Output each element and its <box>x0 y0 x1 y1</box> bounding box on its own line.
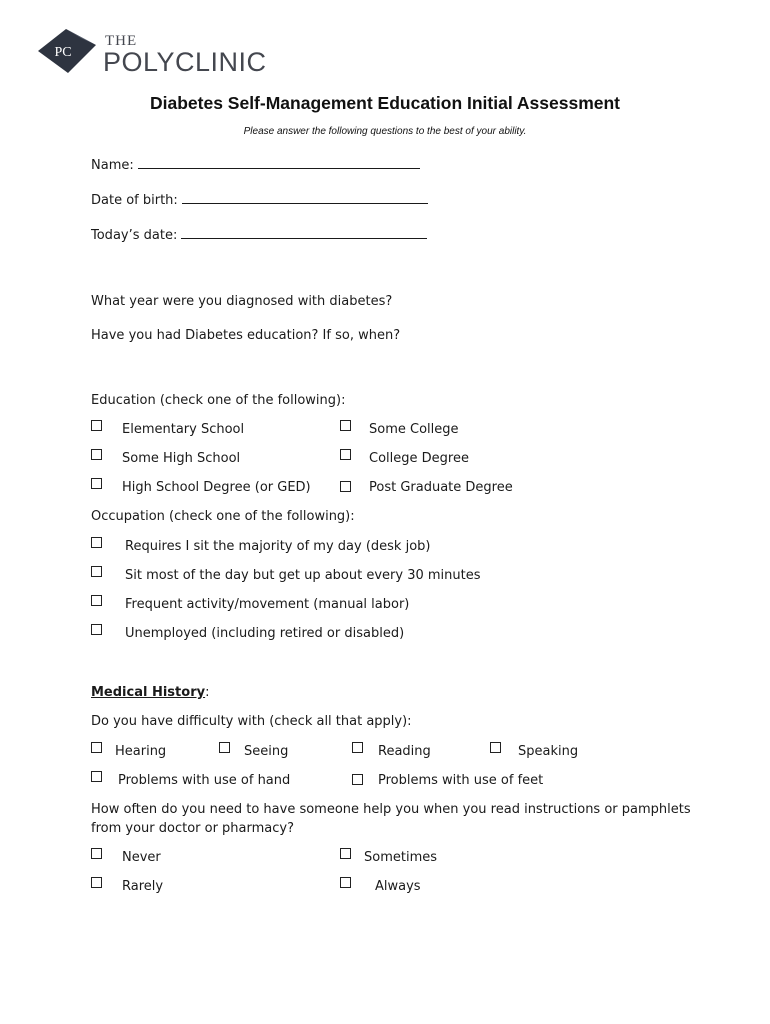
dob-input-line[interactable] <box>182 191 428 204</box>
option-speaking: Speaking <box>518 744 579 759</box>
option-use-of-hand: Problems with use of hand <box>118 773 291 788</box>
checkbox-some-college[interactable] <box>340 420 351 431</box>
education-heading: Education (check one of the following): <box>91 393 346 408</box>
option-sit-most: Sit most of the day but get up about every 30 minutes <box>125 568 481 583</box>
option-college-degree: College Degree <box>369 451 469 466</box>
option-frequent-activity: Frequent activity/movement (manual labor) <box>125 597 410 612</box>
option-some-college: Some College <box>369 422 459 437</box>
dob-field <box>91 191 428 209</box>
occupation-heading: Occupation (check one of the following): <box>91 509 355 524</box>
help-question-line1: How often do you need to have someone help you when you read instructions or pamphlets <box>91 802 691 817</box>
today-label: Today’s date: <box>91 228 178 243</box>
help-question-line2: from your doctor or pharmacy? <box>91 821 295 836</box>
checkbox-speaking[interactable] <box>490 742 501 753</box>
today-input-line[interactable] <box>181 226 427 239</box>
name-field <box>91 156 420 174</box>
checkbox-frequent-activity[interactable] <box>91 595 102 606</box>
had-education-question: Have you had Diabetes education? If so, when? <box>91 328 401 343</box>
polyclinic-logo-icon <box>36 25 98 77</box>
page-subtitle: Please answer the following questions to the best of your ability. <box>243 126 527 137</box>
checkbox-use-of-feet[interactable] <box>352 774 363 785</box>
checkbox-unemployed[interactable] <box>91 624 102 635</box>
checkbox-use-of-hand[interactable] <box>91 771 102 782</box>
checkbox-some-high-school[interactable] <box>91 449 102 460</box>
checkbox-college-degree[interactable] <box>340 449 351 460</box>
today-field <box>91 226 427 244</box>
checkbox-never[interactable] <box>91 848 102 859</box>
option-seeing: Seeing <box>244 744 289 759</box>
name-label: Name: <box>91 158 134 173</box>
option-some-high-school: Some High School <box>122 451 241 466</box>
option-always: Always <box>375 879 421 894</box>
dob-label: Date of birth: <box>91 193 178 208</box>
medical-history-heading <box>91 685 209 701</box>
checkbox-elementary-school[interactable] <box>91 420 102 431</box>
option-rarely: Rarely <box>122 879 164 894</box>
checkbox-post-graduate-degree[interactable] <box>340 481 351 492</box>
option-use-of-feet: Problems with use of feet <box>378 773 544 788</box>
checkbox-hearing[interactable] <box>91 742 102 753</box>
logo-mark-text: PC <box>54 45 72 60</box>
checkbox-sometimes[interactable] <box>340 848 351 859</box>
checkbox-sit-most[interactable] <box>91 566 102 577</box>
checkbox-seeing[interactable] <box>219 742 230 753</box>
logo-the: THE <box>105 33 138 49</box>
checkbox-high-school-degree[interactable] <box>91 478 102 489</box>
option-high-school-degree: High School Degree (or GED) <box>122 480 311 495</box>
option-elementary-school: Elementary School <box>122 422 245 437</box>
checkbox-reading[interactable] <box>352 742 363 753</box>
option-hearing: Hearing <box>115 744 167 759</box>
checkbox-desk-job[interactable] <box>91 537 102 548</box>
page-title: Diabetes Self-Management Education Initial Assessment <box>149 93 621 113</box>
name-input-line[interactable] <box>138 156 420 169</box>
option-post-graduate-degree: Post Graduate Degree <box>369 480 513 495</box>
option-unemployed: Unemployed (including retired or disabled) <box>125 626 405 641</box>
checkbox-always[interactable] <box>340 877 351 888</box>
medical-history-title: Medical History <box>91 685 206 700</box>
year-diagnosed-question: What year were you diagnosed with diabetes? <box>91 294 393 309</box>
difficulty-heading: Do you have difficulty with (check all that apply): <box>91 714 412 729</box>
option-reading: Reading <box>378 744 431 759</box>
option-never: Never <box>122 850 161 865</box>
option-sometimes: Sometimes <box>364 850 438 865</box>
logo-name: POLYCLINIC <box>103 47 267 77</box>
checkbox-rarely[interactable] <box>91 877 102 888</box>
option-desk-job: Requires I sit the majority of my day (desk job) <box>125 539 431 554</box>
medical-history-colon: : <box>205 685 210 700</box>
